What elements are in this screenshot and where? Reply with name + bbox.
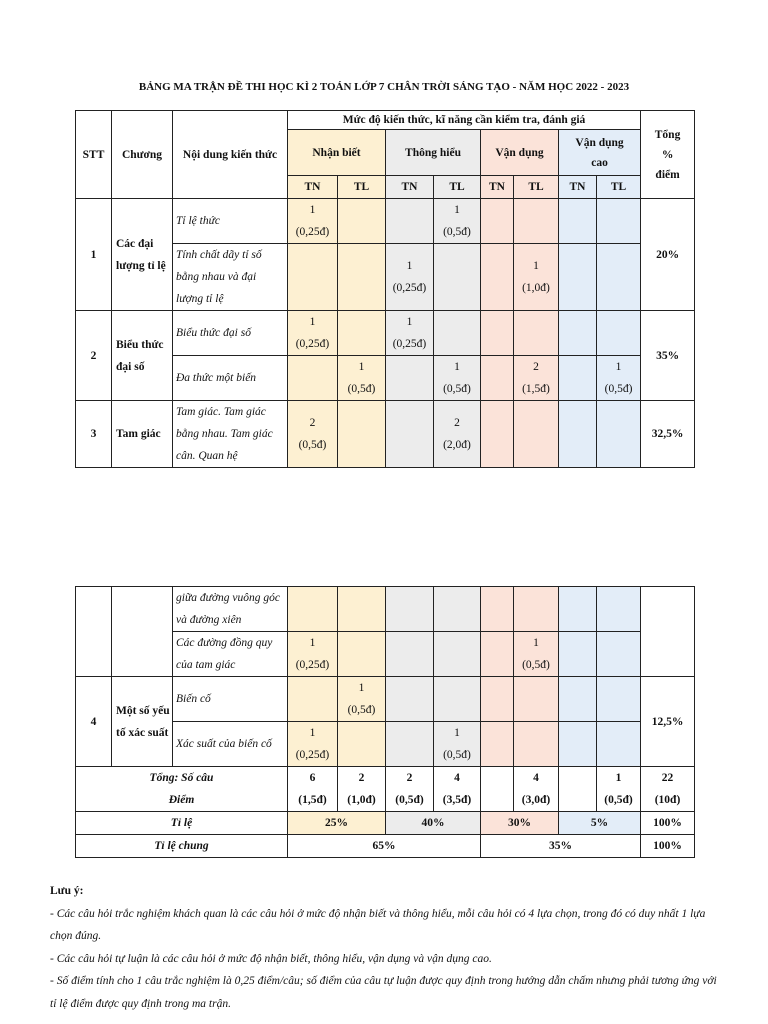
header-th-tl: TL: [434, 176, 481, 199]
row1a-vd-tn: [481, 199, 514, 244]
row4a-content: Biến cố: [173, 677, 288, 722]
row3-tong: 32,5%: [641, 401, 695, 468]
row3a-vdc-tl: [597, 401, 641, 468]
row1a-th-tl: 1 (0,5đ): [434, 199, 481, 244]
ratio-th: 40%: [386, 812, 481, 835]
row2b-vdc-tl: 1 (0,5đ): [597, 356, 641, 401]
row3a-th-tl: 2 (2,0đ): [434, 401, 481, 468]
notes-heading: Lưu ý:: [50, 885, 84, 897]
row2-stt: 2: [76, 311, 112, 401]
header-vd-tn: TN: [481, 176, 514, 199]
row4-stt: 4: [76, 677, 112, 767]
header-muc-do: Mức độ kiến thức, kĩ năng cần kiểm tra, đánh giá: [288, 111, 641, 130]
row3a-vd-tl: [514, 401, 559, 468]
row3b-nb-tl: [338, 632, 386, 677]
row2a-nb-tl: [338, 311, 386, 356]
row2b-vdc-tn: [559, 356, 597, 401]
note-line-1: - Các câu hỏi trắc nghiệm khách quan là các câu hỏi ở mức độ nhận biết và thông hiểu, mỗi câu hỏi có 4 lựa chọn, trong đó có duy nhất 1 lựa chọn đúng.: [50, 907, 706, 942]
total-nb-tl: 2 (1,0đ): [338, 767, 386, 812]
row3c-vd-tn: [481, 587, 514, 632]
row1a-nb-tl: [338, 199, 386, 244]
row4a-th-tl: [434, 677, 481, 722]
row3-chuong: Tam giác: [112, 401, 173, 468]
row3-tong-cont: [641, 587, 695, 677]
header-vdc-tl: TL: [597, 176, 641, 199]
row1-stt: 1: [76, 199, 112, 311]
row3a-vdc-tn: [559, 401, 597, 468]
header-th-tn: TN: [386, 176, 434, 199]
row3a-nb-tn: 2 (0,5đ): [288, 401, 338, 468]
row2a-th-tl: [434, 311, 481, 356]
header-van-dung: Vận dụng: [481, 130, 559, 176]
table-row: [76, 677, 695, 722]
row2-chuong: Biểu thức đại số: [112, 311, 173, 401]
row3b-th-tn: [386, 632, 434, 677]
row3-cont-content: giữa đường vuông góc và đường xiên: [173, 587, 288, 632]
total-vd-tl: 4 (3,0đ): [514, 767, 559, 812]
row3a-nb-tl: [338, 401, 386, 468]
row4b-th-tn: [386, 722, 434, 767]
total-all: 22 (10đ): [641, 767, 695, 812]
header-van-dung-cao: Vận dụng cao: [559, 130, 641, 176]
ratio-nb: 25%: [288, 812, 386, 835]
row3c-th-tn: [386, 587, 434, 632]
row4-chuong: Một số yếu tố xác suất: [112, 677, 173, 767]
row3b-vd-tn: [481, 632, 514, 677]
ratio-all: 100%: [641, 812, 695, 835]
row3b-th-tl: [434, 632, 481, 677]
totals-label: Tổng: Số câu Điểm: [76, 767, 288, 812]
total-th-tl: 4 (3,5đ): [434, 767, 481, 812]
row3c-vdc-tn: [559, 587, 597, 632]
row3c-vd-tl: [514, 587, 559, 632]
header-noi-dung: Nội dung kiến thức: [173, 111, 288, 199]
matrix-table-part1: [75, 110, 695, 468]
row2b-vd-tl: 2 (1,5đ): [514, 356, 559, 401]
row2a-content: Biểu thức đại số: [173, 311, 288, 356]
row1b-vd-tn: [481, 244, 514, 311]
ratio-label: Tỉ lệ: [76, 812, 288, 835]
header-tong: Tổng % điểm: [641, 111, 695, 199]
row2b-nb-tn: [288, 356, 338, 401]
table-row: [76, 401, 695, 468]
note-line-3: - Số điểm tính cho 1 câu trắc nghiệm là 0,25 điểm/câu; số điểm của câu tự luận được quy định trong hướng dẫn chấm nhưng phải tương ứng với tỉ lệ điểm được quy định trong ma trận.: [50, 975, 717, 1010]
row2a-nb-tn: 1 (0,25đ): [288, 311, 338, 356]
row2b-nb-tl: 1 (0,5đ): [338, 356, 386, 401]
row4a-th-tn: [386, 677, 434, 722]
overall-ratio-all: 100%: [641, 835, 695, 858]
row1a-vdc-tn: [559, 199, 597, 244]
row4a-vdc-tl: [597, 677, 641, 722]
header-stt: STT: [76, 111, 112, 199]
row3c-nb-tn: [288, 587, 338, 632]
row2a-th-tn: 1 (0,25đ): [386, 311, 434, 356]
total-vdc-tl: 1 (0,5đ): [597, 767, 641, 812]
row1b-content: Tính chất dãy tỉ số bằng nhau và đại lượng tỉ lệ: [173, 244, 288, 311]
total-nb-tn: 6 (1,5đ): [288, 767, 338, 812]
row1b-vdc-tl: [597, 244, 641, 311]
overall-ratio-row: [76, 835, 695, 858]
row3b-content: Các đường đồng quy của tam giác: [173, 632, 288, 677]
row1b-vd-tl: 1 (1,0đ): [514, 244, 559, 311]
row3a-th-tn: [386, 401, 434, 468]
row4a-nb-tl: 1 (0,5đ): [338, 677, 386, 722]
matrix-table-part2: [75, 586, 695, 858]
row1b-nb-tl: [338, 244, 386, 311]
row1b-th-tn: 1 (0,25đ): [386, 244, 434, 311]
note-line-2: - Các câu hỏi tự luận là các câu hỏi ở mức độ nhận biết, thông hiểu, vận dụng và vận dụng cao.: [50, 952, 492, 965]
notes-section: [50, 880, 720, 1015]
overall-ratio-label: Tỉ lệ chung: [76, 835, 288, 858]
header-nb-tl: TL: [338, 176, 386, 199]
total-vd-tn: [481, 767, 514, 812]
table-row: [76, 199, 695, 244]
row3a-content: Tam giác. Tam giác bằng nhau. Tam giác cân. Quan hệ: [173, 401, 288, 468]
ratio-vdc: 5%: [559, 812, 641, 835]
totals-row: [76, 767, 695, 812]
ratio-vd: 30%: [481, 812, 559, 835]
row3-stt: 3: [76, 401, 112, 468]
row2b-vd-tn: [481, 356, 514, 401]
row1-tong: 20%: [641, 199, 695, 311]
row4-tong: 12,5%: [641, 677, 695, 767]
row4b-content: Xác suất của biến cố: [173, 722, 288, 767]
header-chuong: Chương: [112, 111, 173, 199]
row2a-vdc-tl: [597, 311, 641, 356]
total-th-tn: 2 (0,5đ): [386, 767, 434, 812]
row3b-vdc-tl: [597, 632, 641, 677]
row2b-th-tn: [386, 356, 434, 401]
row1a-content: Tỉ lệ thức: [173, 199, 288, 244]
row3a-vd-tn: [481, 401, 514, 468]
row4a-vd-tn: [481, 677, 514, 722]
row2b-content: Đa thức một biến: [173, 356, 288, 401]
row4b-vd-tn: [481, 722, 514, 767]
row3b-vdc-tn: [559, 632, 597, 677]
header-thong-hieu: Thông hiểu: [386, 130, 481, 176]
row3b-nb-tn: 1 (0,25đ): [288, 632, 338, 677]
row4b-vdc-tl: [597, 722, 641, 767]
header-vd-tl: TL: [514, 176, 559, 199]
page-title: BẢNG MA TRẬN ĐỀ THI HỌC KÌ 2 TOÁN LỚP 7 CHÂN TRỜI SÁNG TẠO - NĂM HỌC 2022 - 2023: [138, 81, 630, 93]
row4b-nb-tl: [338, 722, 386, 767]
row2b-th-tl: 1 (0,5đ): [434, 356, 481, 401]
row4b-th-tl: 1 (0,5đ): [434, 722, 481, 767]
row1-chuong: Các đại lượng tỉ lệ: [112, 199, 173, 311]
row4a-nb-tn: [288, 677, 338, 722]
overall-ratio-2: 35%: [481, 835, 641, 858]
row4a-vdc-tn: [559, 677, 597, 722]
total-vdc-tn: [559, 767, 597, 812]
row1b-th-tl: [434, 244, 481, 311]
row2a-vd-tl: [514, 311, 559, 356]
row4b-nb-tn: 1 (0,25đ): [288, 722, 338, 767]
row1a-th-tn: [386, 199, 434, 244]
row4b-vdc-tn: [559, 722, 597, 767]
row1b-vdc-tn: [559, 244, 597, 311]
row2a-vd-tn: [481, 311, 514, 356]
row2a-vdc-tn: [559, 311, 597, 356]
table-row: [76, 587, 695, 632]
row1a-nb-tn: 1 (0,25đ): [288, 199, 338, 244]
row3c-vdc-tl: [597, 587, 641, 632]
row3-chuong-cont: [112, 587, 173, 677]
row1b-nb-tn: [288, 244, 338, 311]
row1a-vd-tl: [514, 199, 559, 244]
row3c-th-tl: [434, 587, 481, 632]
header-nhan-biet: Nhận biết: [288, 130, 386, 176]
ratio-row: [76, 812, 695, 835]
row4b-vd-tl: [514, 722, 559, 767]
table-row: [76, 311, 695, 356]
row3c-nb-tl: [338, 587, 386, 632]
header-nb-tn: TN: [288, 176, 338, 199]
row4a-vd-tl: [514, 677, 559, 722]
row2-tong: 35%: [641, 311, 695, 401]
row1a-vdc-tl: [597, 199, 641, 244]
overall-ratio-1: 65%: [288, 835, 481, 858]
row3b-vd-tl: 1 (0,5đ): [514, 632, 559, 677]
header-vdc-tn: TN: [559, 176, 597, 199]
row3-stt-cont: [76, 587, 112, 677]
